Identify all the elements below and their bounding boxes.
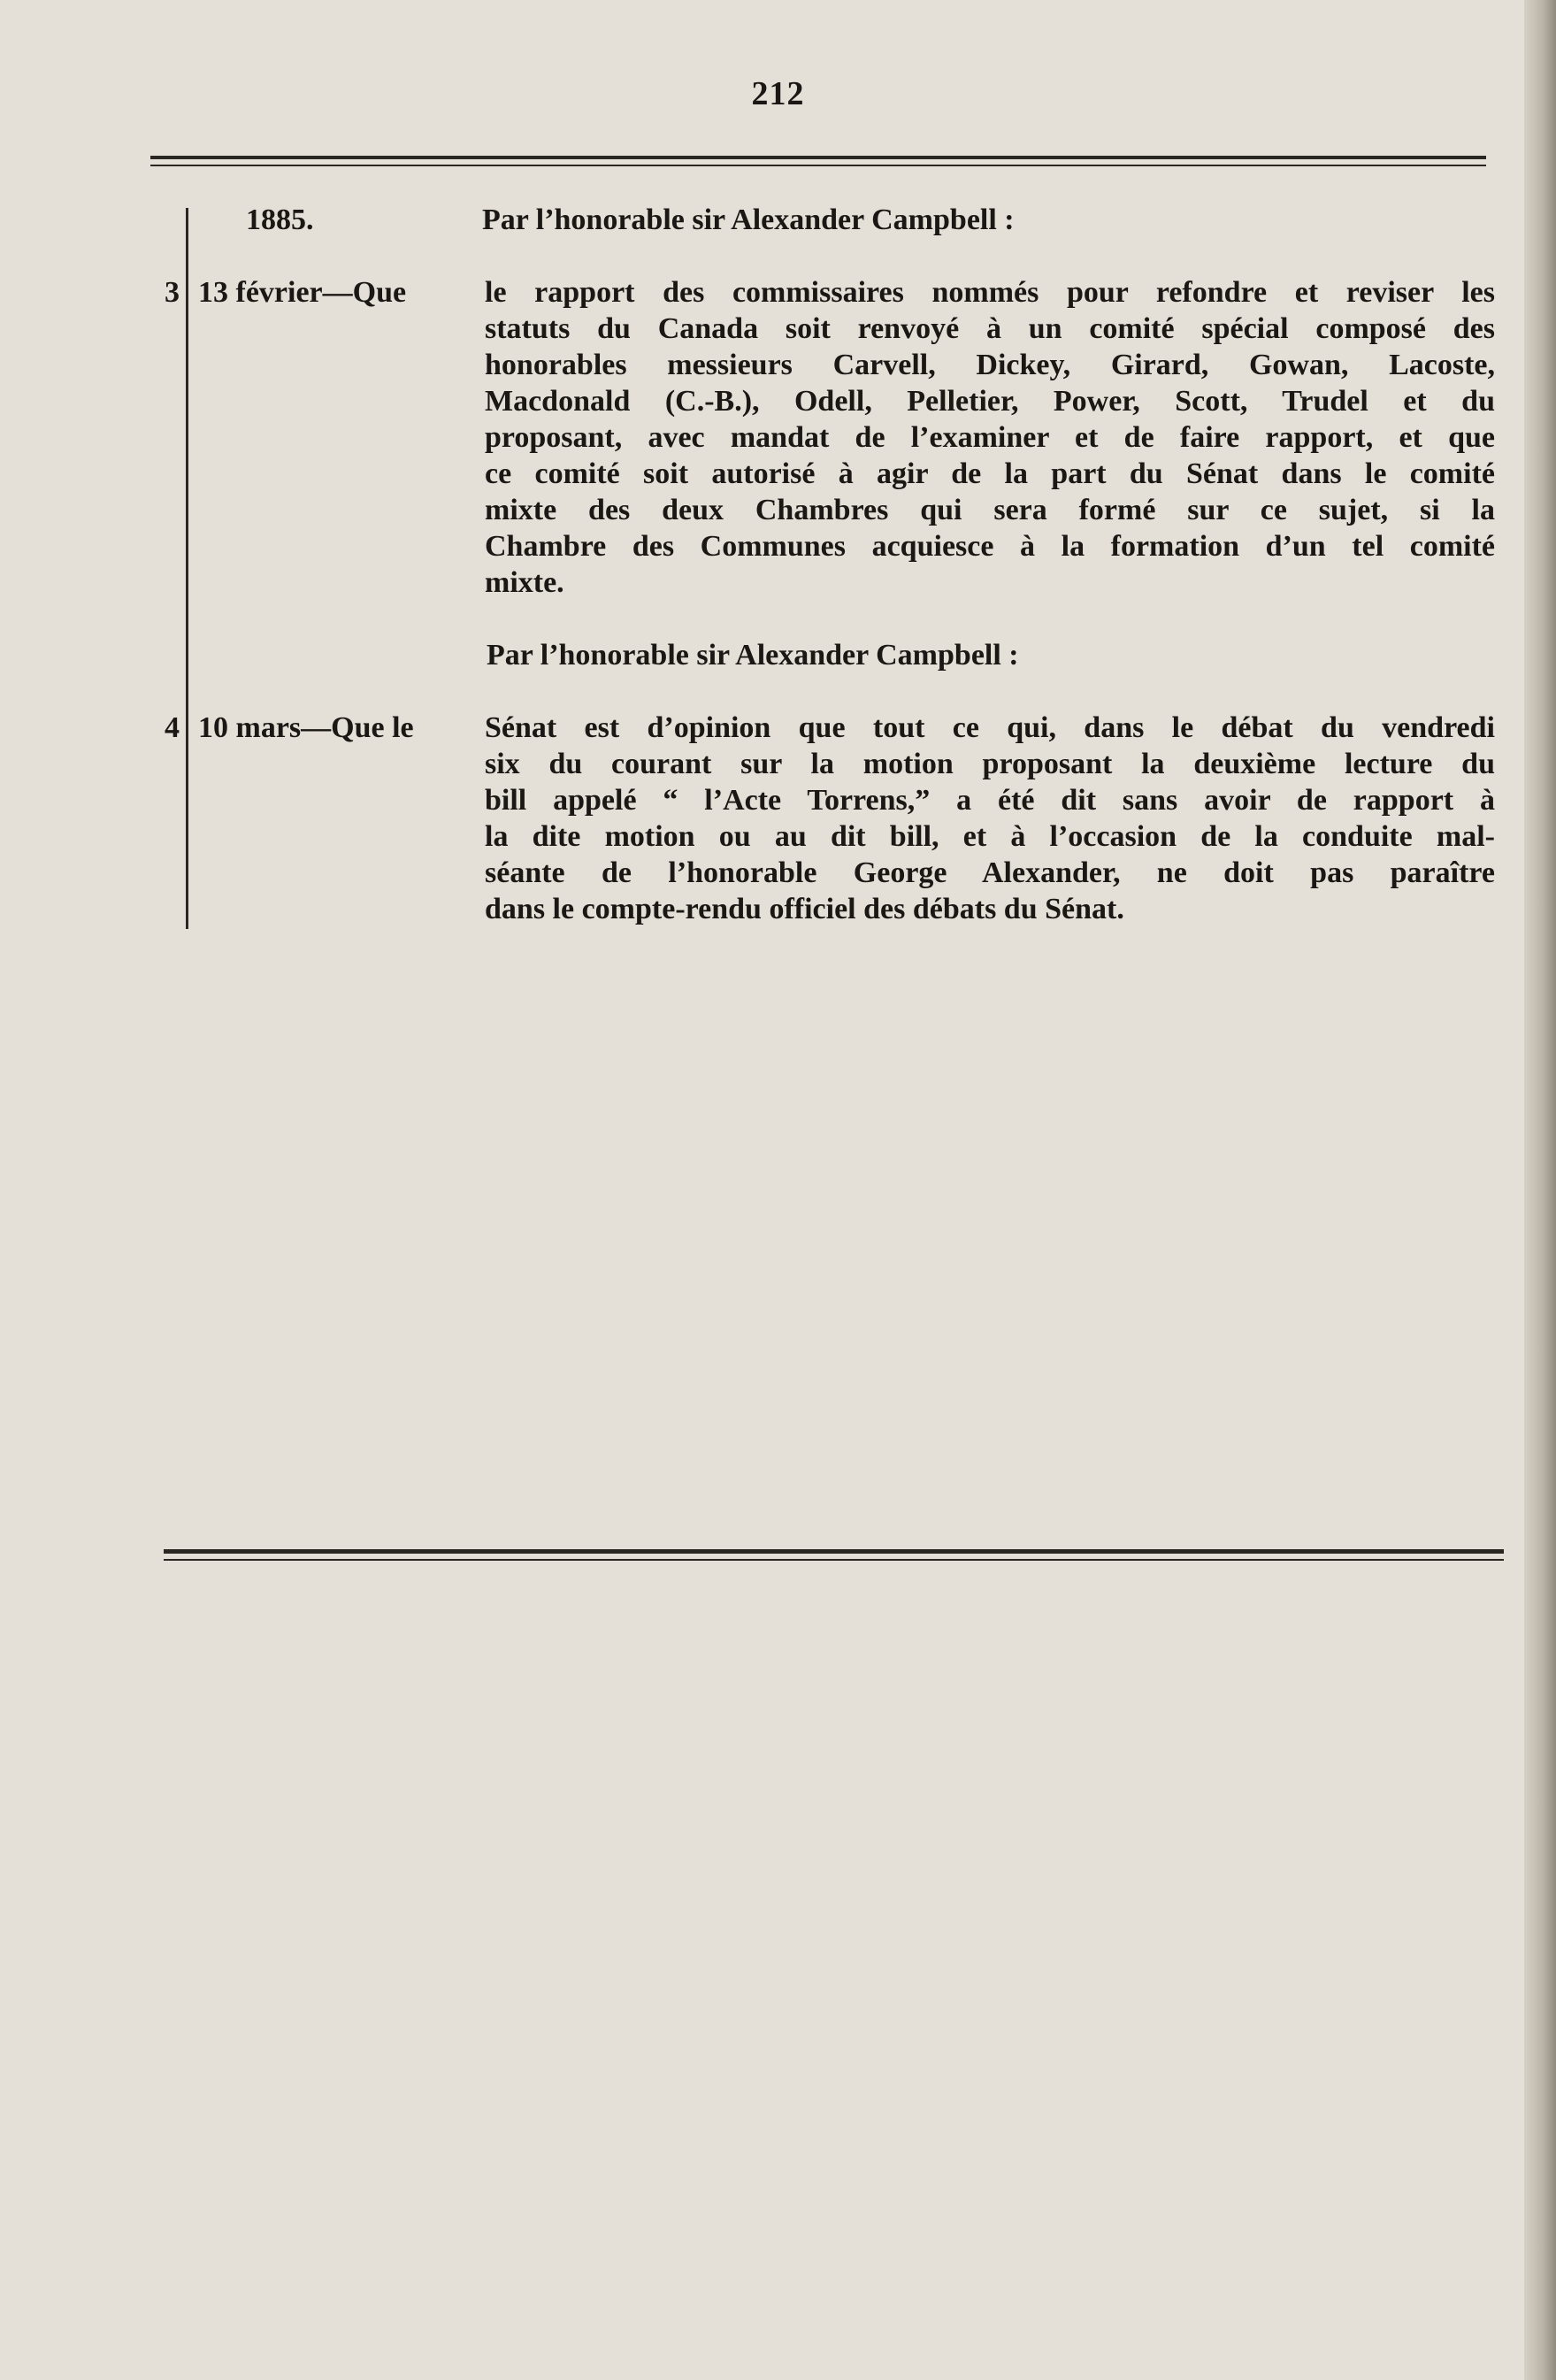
entry-line: ce comité soit autorisé à agir de la part du Sénat dans le comité xyxy=(485,457,1495,490)
entry-body xyxy=(485,274,1495,601)
entry-line: la dite motion ou au dit bill, et à l’occasion de la conduite mal- xyxy=(485,820,1495,853)
entry-line: Chambre des Communes acquiesce à la formation d’un tel comité xyxy=(485,530,1495,563)
top-rule-thin xyxy=(150,165,1486,166)
entry-line: bill appelé “ l’Acte Torrens,” a été dit sans avoir de rapport à xyxy=(485,784,1495,817)
entry-line: six du courant sur la motion proposant la deuxième lecture du xyxy=(485,748,1495,780)
author-line: Par l’honorable sir Alexander Campbell : xyxy=(487,639,1019,672)
margin-vertical-rule xyxy=(186,208,188,929)
entry-line: Macdonald (C.-B.), Odell, Pelletier, Power, Scott, Trudel et du xyxy=(485,385,1495,418)
entry-date: 13 février—Que xyxy=(198,276,407,309)
top-rule-thick xyxy=(150,156,1486,159)
entry-line: mixte des deux Chambres qui sera formé sur ce sujet, si la xyxy=(485,494,1495,526)
entry-line: le rapport des commissaires nommés pour refondre et reviser les xyxy=(485,276,1495,309)
entry-line: mixte. xyxy=(485,566,564,599)
entry-line: honorables messieurs Carvell, Dickey, Girard, Gowan, Lacoste, xyxy=(485,349,1495,381)
entry-number: 4 xyxy=(165,711,180,744)
bleed-through-text xyxy=(610,1256,644,1378)
entry-number: 3 xyxy=(165,276,180,309)
page-edge-shadow xyxy=(1524,0,1556,2380)
entry-line: séante de l’honorable George Alexander, ne doit pas paraître xyxy=(485,856,1495,889)
bottom-rule-thin xyxy=(164,1559,1504,1561)
page-number: 212 xyxy=(751,75,805,112)
header-year: 1885. xyxy=(246,203,314,236)
entry-line: Sénat est d’opinion que tout ce qui, dans le débat du vendredi xyxy=(485,711,1495,744)
entry-line: proposant, avec mandat de l’examiner et de faire rapport, et que xyxy=(485,421,1495,454)
entry-line: statuts du Canada soit renvoyé à un comité spécial composé des xyxy=(485,312,1495,345)
bottom-rule-thick xyxy=(164,1549,1504,1554)
author-line: Par l’honorable sir Alexander Campbell : xyxy=(482,203,1015,236)
entry-body xyxy=(485,710,1495,927)
entry-date: 10 mars—Que le xyxy=(198,711,414,744)
entry-line: dans le compte-rendu officiel des débats du Sénat. xyxy=(485,893,1124,925)
